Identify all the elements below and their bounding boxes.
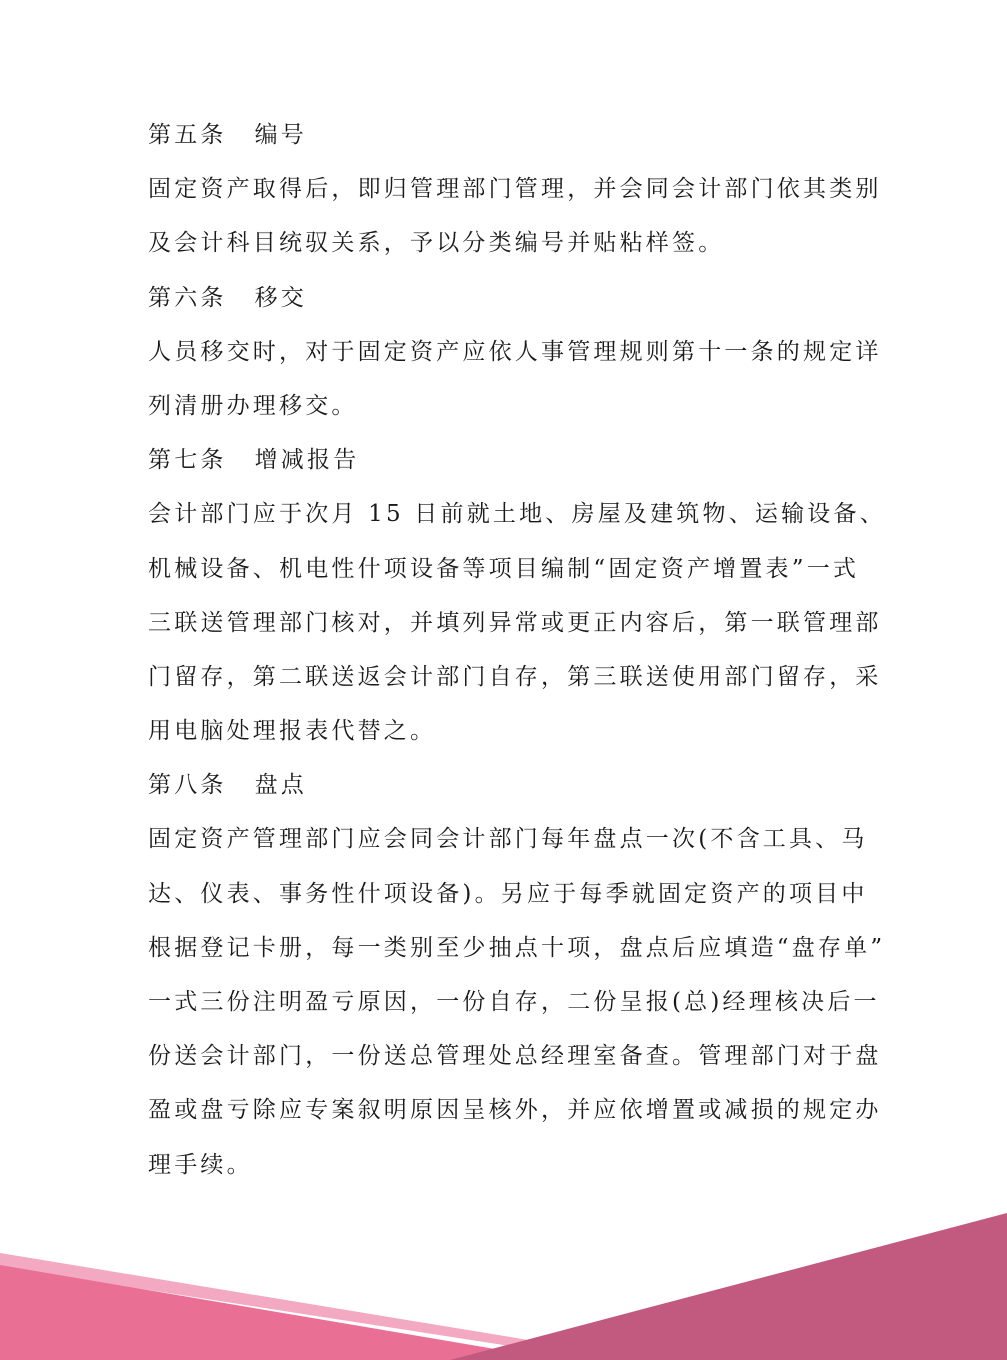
section-title: 移交 xyxy=(254,284,308,311)
section-number: 第五条 xyxy=(148,122,227,148)
decorative-footer-bands xyxy=(0,1195,1007,1360)
section-5 xyxy=(148,108,882,271)
paragraph-line: 固定资产管理部门应会同会计部门每年盘点一次(不含工具、马 xyxy=(148,826,868,853)
section-title: 编号 xyxy=(254,122,308,148)
paragraph-line: 理手续。 xyxy=(148,1151,253,1178)
section-title: 增减报告 xyxy=(254,447,360,474)
paragraph-line: 列清册办理移交。 xyxy=(148,392,358,419)
section-8 xyxy=(148,758,886,1192)
section-heading xyxy=(148,758,868,812)
paragraph-line: 根据登记卡册，每一类别至少抽点十项，盘点后应填造“盘存单” xyxy=(148,934,886,961)
paragraph-line: 盈或盘亏除应专案叙明原因呈核外，并应依增置或减损的规定办 xyxy=(148,1097,882,1124)
paragraph-line: 份送会计部门，一份送总管理处总经理室备查。管理部门对于盘 xyxy=(148,1043,882,1070)
section-6 xyxy=(148,271,882,434)
paragraph-line: 固定资产取得后，即归管理部门管理，并会同会计部门依其类别 xyxy=(148,176,882,203)
section-number: 第六条 xyxy=(148,284,227,311)
dark-band xyxy=(450,1213,1007,1360)
paragraph-line: 用电脑处理报表代替之。 xyxy=(148,718,437,745)
paragraph-line: 门留存，第二联送返会计部门自存，第三联送使用部门留存，采 xyxy=(148,663,882,690)
paragraph-line: 机械设备、机电性什项设备等项目编制“固定资产增置表”一式 xyxy=(148,555,860,582)
paragraph-line: 达、仪表、事务性什项设备)。另应于每季就固定资产的项目中 xyxy=(148,880,868,907)
section-title: 盘点 xyxy=(254,772,308,799)
paragraph-line: 会计部门应于次月 15 日前就土地、房屋及建筑物、运输设备、 xyxy=(148,501,886,528)
light-band xyxy=(0,1265,560,1360)
section-7 xyxy=(148,433,886,758)
paragraph-line: 及会计科目统驭关系，予以分类编号并贴粘样签。 xyxy=(148,230,725,257)
document-body xyxy=(148,108,886,1192)
section-heading xyxy=(148,108,868,162)
paragraph-line: 三联送管理部门核对，并填列异常或更正内容后，第一联管理部 xyxy=(148,609,882,636)
section-number: 第七条 xyxy=(148,447,227,474)
paragraph-line: 人员移交时，对于固定资产应依人事管理规则第十一条的规定详 xyxy=(148,338,882,365)
section-number: 第八条 xyxy=(148,772,227,799)
paragraph-line: 一式三份注明盈亏原因，一份自存，二份呈报(总)经理核决后一 xyxy=(148,989,880,1015)
section-heading xyxy=(148,271,868,325)
section-heading xyxy=(148,433,868,487)
